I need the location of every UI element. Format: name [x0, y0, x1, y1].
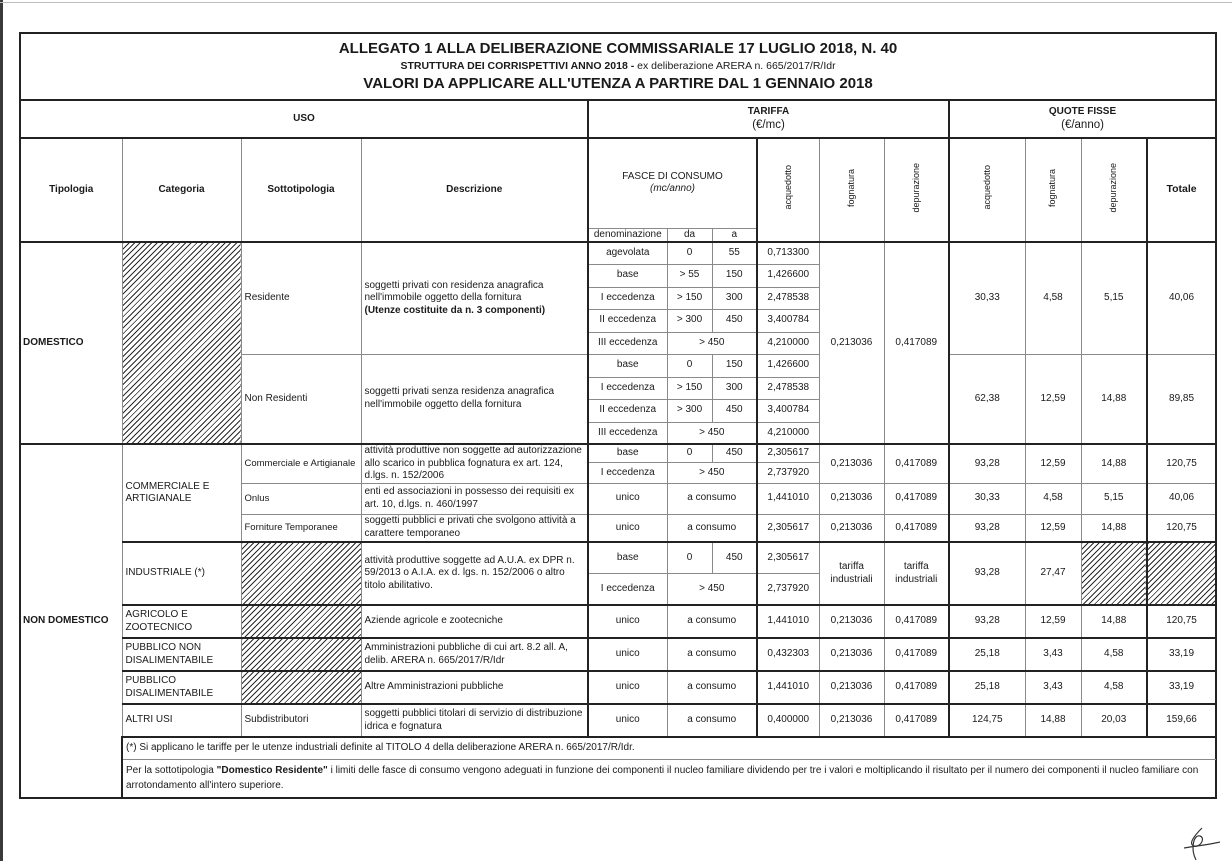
signature-mark: [1180, 826, 1220, 861]
hatched-cell: [1147, 542, 1216, 605]
table-row: I eccedenza > 150 300 2,478538: [20, 377, 1216, 399]
col-a: a: [712, 228, 757, 242]
col-sottotipologia: Sottotipologia: [241, 138, 361, 242]
table-row: Non Residenti soggetti privati senza residenza anagrafica nell'immobile oggetto della fornitura base 0 150 1,426600 62,38 12,59 14,88 89,85: [20, 354, 1216, 377]
document-title-block: [20, 33, 1216, 100]
col-tariffa-depurazione: depurazione: [884, 138, 949, 242]
table-row: III eccedenza > 450 4,210000: [20, 422, 1216, 444]
footnote-domestico-residente: Per la sottotipologia "Domestico Residente" i limiti delle fasce di consumo vengono adeguati in funzione dei componenti il nucleo familiare dividendo per tre i valori e moltiplicando il risultato per il numero dei componenti il nucleo familiare con arrotondamento all'intero superiore.: [122, 759, 1216, 798]
col-quota-acquedotto: acquedotto: [949, 138, 1025, 242]
categoria-commerciale: COMMERCIALE E ARTIGIANALE: [122, 444, 241, 542]
tipologia-domestico: DOMESTICO: [20, 242, 122, 444]
sottotipologia-residente: Residente: [241, 242, 361, 354]
col-tipologia: Tipologia: [20, 138, 122, 242]
table-row: DOMESTICO Residente soggetti privati con residenza anagrafica nell'immobile oggetto della fornitura (Utenze costituite da n. 3 componenti) agevolata 0 55 0,713300 0,213036 0,417089 30,33 4,58 5,15 40,06: [20, 242, 1216, 264]
col-tariffa-acquedotto: acquedotto: [757, 138, 819, 242]
footnote-industriali: (*) Si applicano le tariffe per le utenze industriali definite al TITOLO 4 della deliberazione ARERA n. 665/2017/R/Idr.: [122, 737, 1216, 759]
hatched-cell: [241, 671, 361, 704]
table-row: NON DOMESTICO COMMERCIALE E ARTIGIANALE Commerciale e Artigianale attività produttive non soggette ad autorizzazione allo scarico in pubblica fognatura ex art. 124, d.lgs. n. 152/2006 base 0 450 2,305617 0,213036 0,417089 93,28 12,59 14,88 120,75: [20, 444, 1216, 463]
col-categoria: Categoria: [122, 138, 241, 242]
domestico-fognatura: 0,213036: [819, 242, 884, 444]
hatched-cell: [241, 638, 361, 671]
table-row: II eccedenza > 300 450 3,400784: [20, 309, 1216, 332]
group-quote-fisse: QUOTE FISSE (€/anno): [949, 100, 1216, 138]
hatched-cell: [122, 242, 241, 444]
col-tariffa-fognatura: fognatura: [819, 138, 884, 242]
col-fasce-consumo: FASCE DI CONSUMO (mc/anno): [588, 138, 757, 228]
domestico-depurazione: 0,417089: [884, 242, 949, 444]
col-totale: Totale: [1147, 138, 1216, 242]
scan-edge-left: [0, 0, 3, 861]
table-row: base > 55 150 1,426600: [20, 264, 1216, 287]
hatched-cell: [241, 542, 361, 605]
col-denominazione: denominazione: [588, 228, 667, 242]
table-row: PUBBLICO DISALIMENTABILE Altre Amministrazioni pubbliche unico a consumo 1,441010 0,213036 0,417089 25,18 3,43 4,58 33,19: [20, 671, 1216, 704]
table-row: AGRICOLO E ZOOTECNICO Aziende agricole e zootecniche unico a consumo 1,441010 0,213036 0,417089 93,28 12,59 14,88 120,75: [20, 605, 1216, 638]
document-subtitle: STRUTTURA DEI CORRISPETTIVI ANNO 2018 - ex deliberazione ARERA n. 665/2017/R/Idr: [400, 59, 836, 72]
table-row: III eccedenza > 450 4,210000: [20, 332, 1216, 354]
table-row: I eccedenza > 450 2,737920: [20, 573, 1216, 605]
hatched-cell: [241, 605, 361, 638]
tariff-table: [19, 32, 1217, 799]
table-row: INDUSTRIALE (*) attività produttive soggette ad A.U.A. ex DPR n. 59/2013 o A.I.A. ex d. lgs. n. 152/2006 o altro titolo abilitativo. base 0 450 2,305617 tariffa industriali tariffa industriali 93,28 27,47: [20, 542, 1216, 573]
table-row: Forniture Temporanee soggetti pubblici e privati che svolgono attività a carattere temporaneo unico a consumo 2,305617 0,213036 0,417089 93,28 12,59 14,88 120,75: [20, 514, 1216, 542]
hatched-cell: [1081, 542, 1147, 605]
group-uso: USO: [20, 100, 588, 138]
sottotipologia-non-residenti: Non Residenti: [241, 354, 361, 444]
col-quota-fognatura: fognatura: [1025, 138, 1081, 242]
col-da: da: [667, 228, 712, 242]
descrizione-residente: soggetti privati con residenza anagrafica nell'immobile oggetto della fornitura (Utenze costituite da n. 3 componenti): [361, 242, 588, 354]
col-descrizione: Descrizione: [361, 138, 588, 242]
categoria-industriale: INDUSTRIALE (*): [122, 542, 241, 605]
table-row: ALTRI USI Subdistributori soggetti pubblici titolari di servizio di distribuzione idrica e fognatura unico a consumo 0,400000 0,213036 0,417089 124,75 14,88 20,03 159,66: [20, 704, 1216, 737]
col-quota-depurazione: depurazione: [1081, 138, 1147, 242]
table-row: PUBBLICO NON DISALIMENTABILE Amministrazioni pubbliche di cui art. 8.2 all. A, delib. ARERA n. 665/2017/R/Idr unico a consumo 0,432303 0,213036 0,417089 25,18 3,43 4,58 33,19: [20, 638, 1216, 671]
table-row: I eccedenza > 450 2,737920: [20, 463, 1216, 483]
scan-edge-top: [0, 2, 1232, 3]
table-row: I eccedenza > 150 300 2,478538: [20, 287, 1216, 309]
descrizione-non-residenti: soggetti privati senza residenza anagrafica nell'immobile oggetto della fornitura: [361, 354, 588, 444]
document-title-2: VALORI DA APPLICARE ALL'UTENZA A PARTIRE DAL 1 GENNAIO 2018: [363, 75, 873, 93]
tipologia-non-domestico: NON DOMESTICO: [20, 444, 122, 798]
document-title: ALLEGATO 1 ALLA DELIBERAZIONE COMMISSARIALE 17 LUGLIO 2018, N. 40: [338, 40, 898, 58]
table-row: II eccedenza > 300 450 3,400784: [20, 399, 1216, 422]
table-row: Onlus enti ed associazioni in possesso dei requisiti ex art. 10, d.lgs. n. 460/1997 unico a consumo 1,441010 0,213036 0,417089 30,33 4,58 5,15 40,06: [20, 483, 1216, 514]
group-tariffa: TARIFFA (€/mc): [588, 100, 949, 138]
